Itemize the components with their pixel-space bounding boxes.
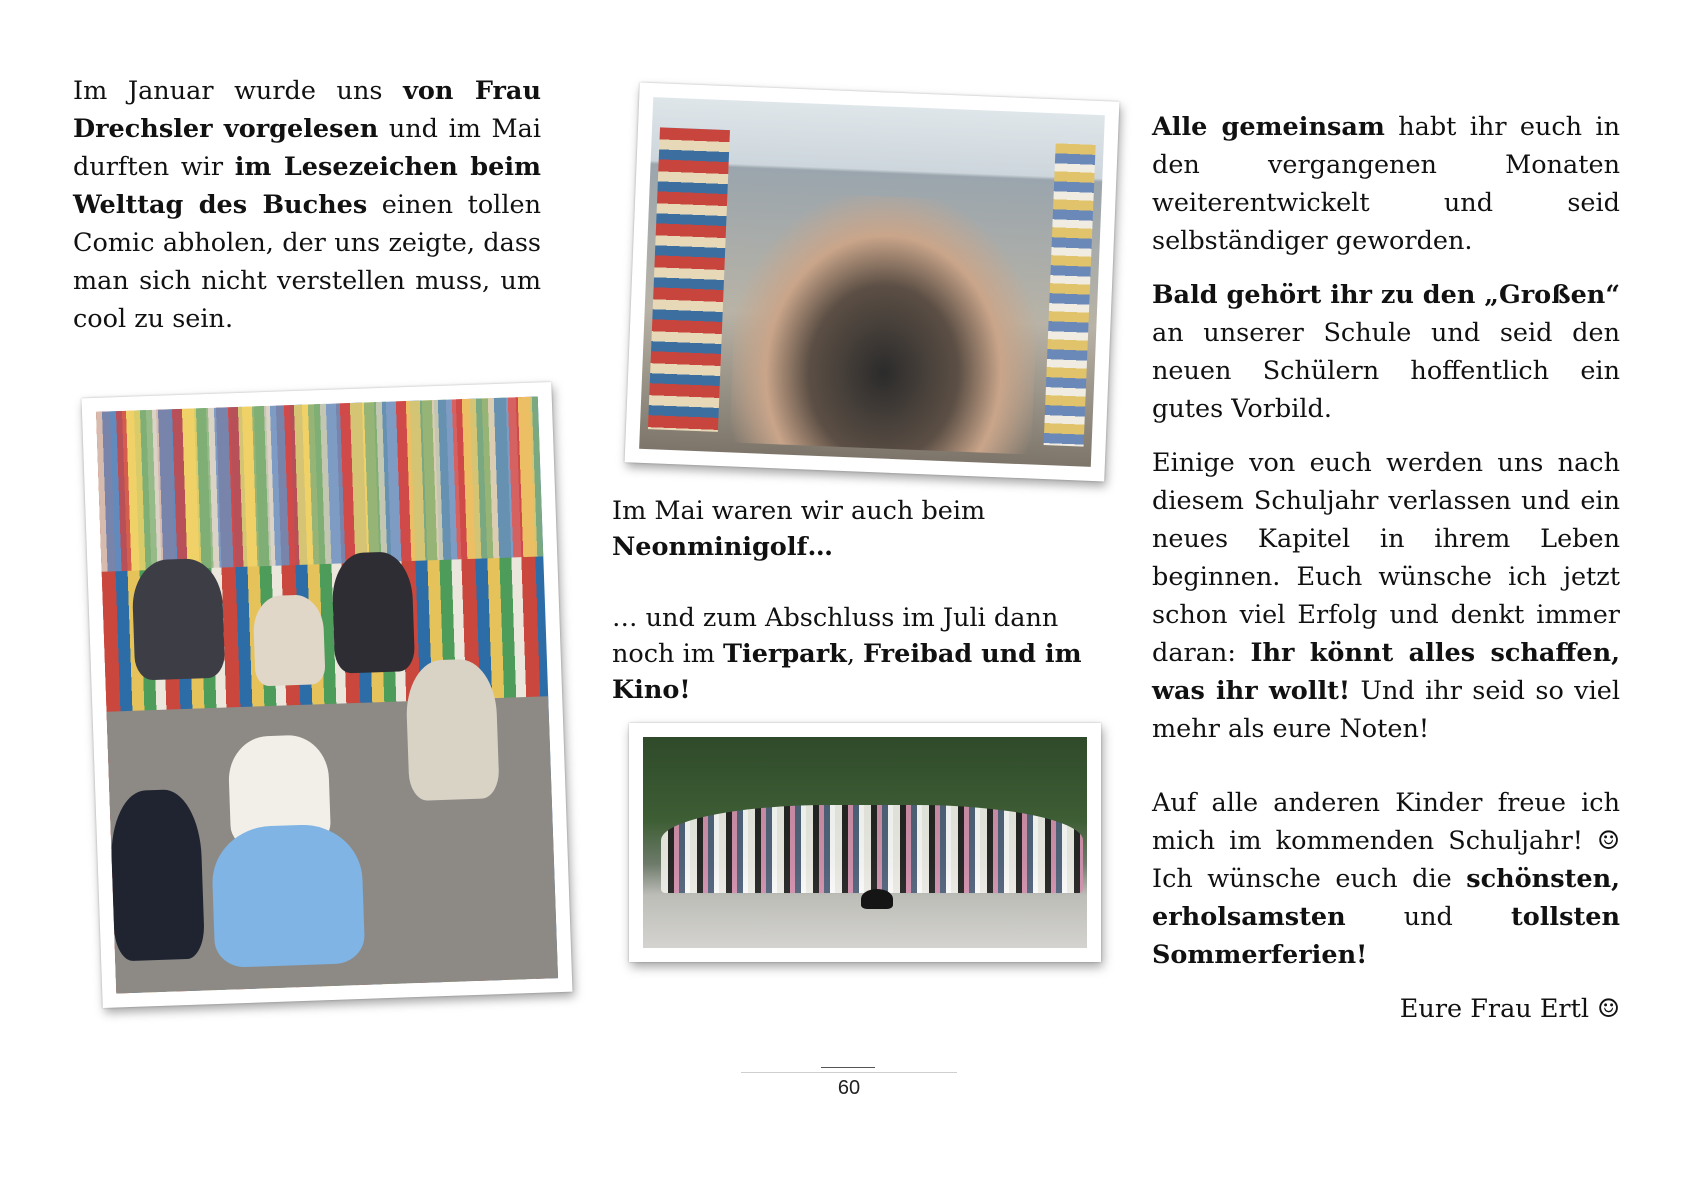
footer-rule-short xyxy=(821,1067,875,1068)
intro-text-column xyxy=(73,72,541,338)
bold-run: Ihr könnt alles schaffen, was ihr wollt! xyxy=(1152,638,1620,706)
photo-class-group-outdoor xyxy=(629,723,1101,962)
text-run: habt ihr euch in den vergangenen Monaten weiterentwickelt und seid selbständiger geworden. xyxy=(1152,112,1621,256)
farewell-paragraph-1 xyxy=(1152,108,1620,260)
farewell-paragraph-3 xyxy=(1152,444,1620,748)
text-run: … und zum Abschluss im Juli dann noch im xyxy=(612,603,1059,669)
text-run: an unserer Schule und seid den neuen Schülern hoffentlich ein gutes Vorbild. xyxy=(1152,318,1620,424)
intro-paragraph xyxy=(73,72,541,338)
bold-run: im Lesezeichen beim Welttag des Buches xyxy=(73,152,541,220)
signature: Eure Frau Ertl ☺ xyxy=(1399,994,1620,1024)
photo-bookstore-group xyxy=(625,83,1120,482)
farewell-paragraph-4 xyxy=(1152,784,1620,974)
text-run: , xyxy=(846,639,864,669)
farewell-paragraph-2 xyxy=(1152,276,1620,428)
minigolf-paragraph xyxy=(612,493,1082,565)
footer-rule xyxy=(741,1072,957,1073)
text-run: Im Januar wurde uns xyxy=(73,76,404,106)
bold-run: Freibad und im Kino! xyxy=(612,639,1082,705)
bold-run: schönsten, erholsamsten xyxy=(1152,864,1620,932)
bold-run: Bald gehört ihr zu den „Großen“ xyxy=(1152,280,1620,310)
bold-run: tollsten Sommerferien! xyxy=(1152,902,1620,970)
text-run: Und ihr seid so viel mehr als eure Noten! xyxy=(1152,676,1620,744)
text-run: einen tollen Comic abholen, der uns zeigte, dass man sich nicht verstellen muss, um cool zu sein. xyxy=(73,190,541,334)
text-run: und im Mai durften wir xyxy=(73,114,541,182)
page-number: 60 xyxy=(837,1077,861,1099)
text-run: Einige von euch werden uns nach diesem Schuljahr verlassen und ein neues Kapitel in ihrem Leben beginnen. Euch wünsche ich jetzt schon viel Erfolg und denkt immer daran: xyxy=(1152,448,1620,668)
bold-run: von Frau Drechsler vorgelesen xyxy=(73,76,541,144)
bold-run: Alle gemeinsam xyxy=(1152,112,1385,142)
text-run: Auf alle anderen Kinder freue ich mich im kommenden Schuljahr! ☺ Ich wünsche euch die xyxy=(1152,788,1620,894)
bold-run: Neonminigolf… xyxy=(612,532,833,562)
text-run: Im Mai waren wir auch beim xyxy=(612,496,986,526)
text-run: und xyxy=(1345,902,1511,932)
summer-outings-paragraph xyxy=(612,600,1082,708)
farewell-text-column xyxy=(1152,108,1620,1028)
photo-bookstore-reading xyxy=(81,382,572,1008)
bold-run: Tierpark xyxy=(723,639,847,669)
